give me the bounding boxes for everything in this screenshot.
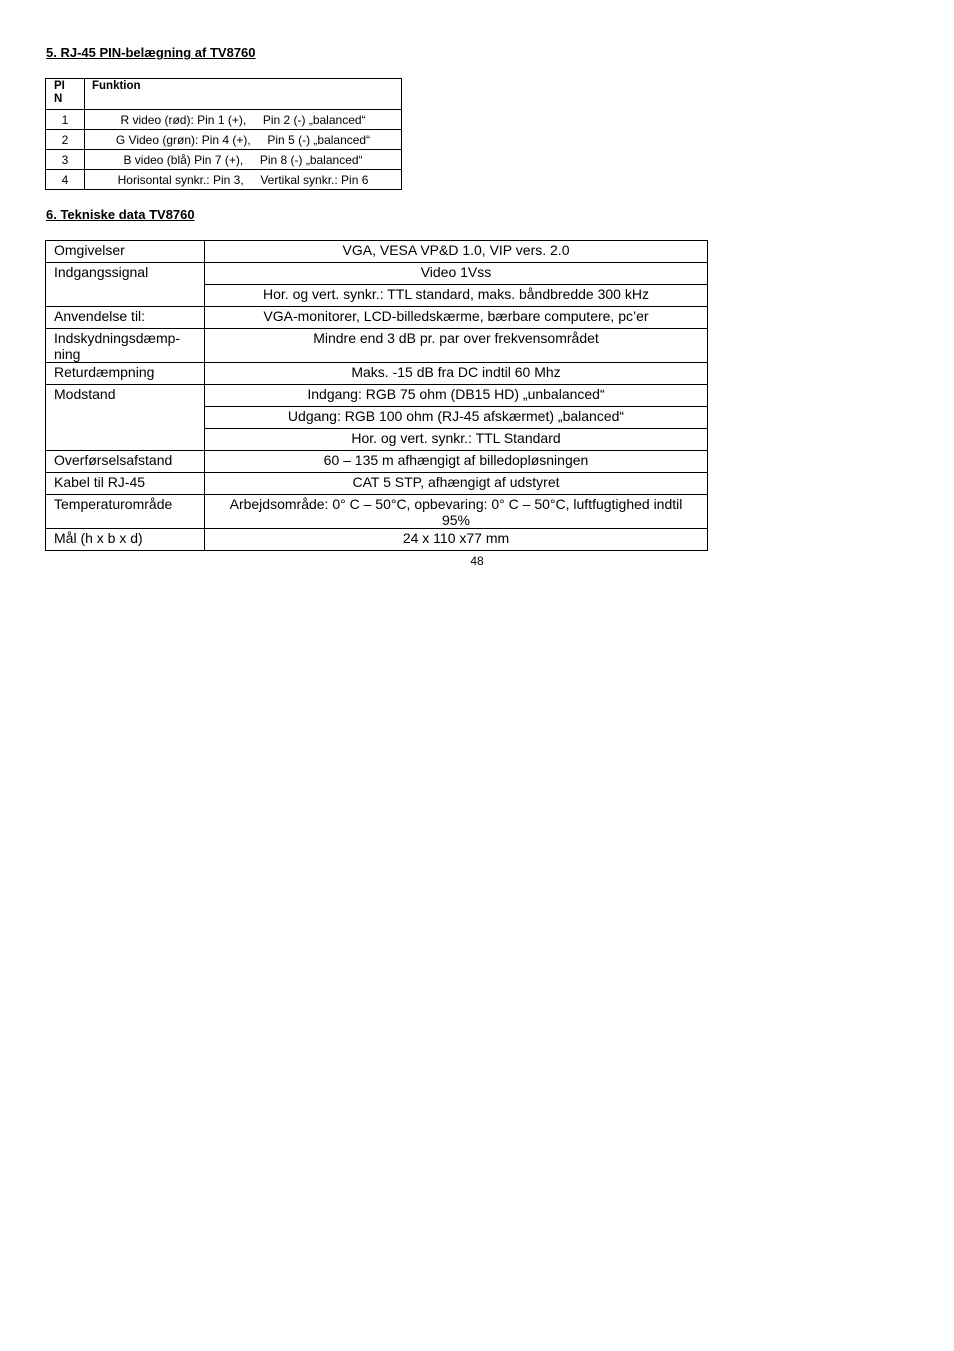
spec-label: Indgangssignal — [46, 263, 205, 307]
spec-value: Arbejdsområde: 0° C – 50°C, opbevaring: 0° C – 50°C, luftfugtighed indtil 95% — [205, 495, 708, 529]
section-6-heading: 6. Tekniske data TV8760 — [46, 207, 195, 222]
spec-value: VGA, VESA VP&D 1.0, VIP vers. 2.0 — [205, 241, 708, 263]
pin-number: 4 — [46, 170, 85, 190]
spec-value: Hor. og vert. synkr.: TTL Standard — [205, 429, 708, 451]
pin-assignment-table — [45, 78, 402, 190]
spec-value: Mindre end 3 dB pr. par over frekvensområdet — [205, 329, 708, 363]
section-5-heading: 5. RJ-45 PIN-belægning af TV8760 — [46, 45, 256, 60]
table-row — [46, 170, 402, 190]
spec-value: Hor. og vert. synkr.: TTL standard, maks. båndbredde 300 kHz — [205, 285, 708, 307]
table-row — [46, 241, 708, 263]
pin-function: Horisontal synkr.: Pin 3, Vertikal synkr.: Pin 6 — [85, 170, 402, 190]
spec-value: CAT 5 STP, afhængigt af udstyret — [205, 473, 708, 495]
spec-value: 60 – 135 m afhængigt af billedopløsningen — [205, 451, 708, 473]
spec-value: VGA-monitorer, LCD-billedskærme, bærbare computere, pc’er — [205, 307, 708, 329]
table-row — [46, 495, 708, 529]
function-column-header: Funktion — [85, 79, 402, 110]
pin-function: G Video (grøn): Pin 4 (+), Pin 5 (-) „balanced“ — [85, 130, 402, 150]
table-row — [46, 473, 708, 495]
pin-number: 1 — [46, 110, 85, 130]
pin-number: 2 — [46, 130, 85, 150]
spec-label: Omgivelser — [46, 241, 205, 263]
pin-table-header — [46, 79, 402, 110]
spec-value: Maks. -15 dB fra DC indtil 60 Mhz — [205, 363, 708, 385]
table-row — [46, 329, 708, 363]
spec-label: Indskydningsdæmp- ning — [46, 329, 205, 363]
spec-label: Kabel til RJ-45 — [46, 473, 205, 495]
page-number: 48 — [470, 554, 484, 568]
spec-label: Overførselsafstand — [46, 451, 205, 473]
pin-function: B video (blå) Pin 7 (+), Pin 8 (-) „balanced“ — [85, 150, 402, 170]
table-row — [46, 307, 708, 329]
pin-column-header: PI N — [46, 79, 85, 110]
spec-value: Udgang: RGB 100 ohm (RJ-45 afskærmet) „balanced“ — [205, 407, 708, 429]
table-row — [46, 529, 708, 551]
table-row — [46, 110, 402, 130]
table-row — [46, 363, 708, 385]
pin-function: R video (rød): Pin 1 (+), Pin 2 (-) „balanced“ — [85, 110, 402, 130]
pin-number: 3 — [46, 150, 85, 170]
spec-label: Temperaturområde — [46, 495, 205, 529]
table-row — [46, 385, 708, 407]
table-row — [46, 451, 708, 473]
spec-value: Video 1Vss — [205, 263, 708, 285]
table-row — [46, 130, 402, 150]
spec-label: Mål (h x b x d) — [46, 529, 205, 551]
technical-data-table — [45, 240, 708, 551]
spec-value: 24 x 110 x77 mm — [205, 529, 708, 551]
table-row — [46, 263, 708, 285]
spec-label: Modstand — [46, 385, 205, 451]
spec-value: Indgang: RGB 75 ohm (DB15 HD) „unbalanced“ — [205, 385, 708, 407]
table-row — [46, 150, 402, 170]
spec-label: Returdæmpning — [46, 363, 205, 385]
spec-label: Anvendelse til: — [46, 307, 205, 329]
